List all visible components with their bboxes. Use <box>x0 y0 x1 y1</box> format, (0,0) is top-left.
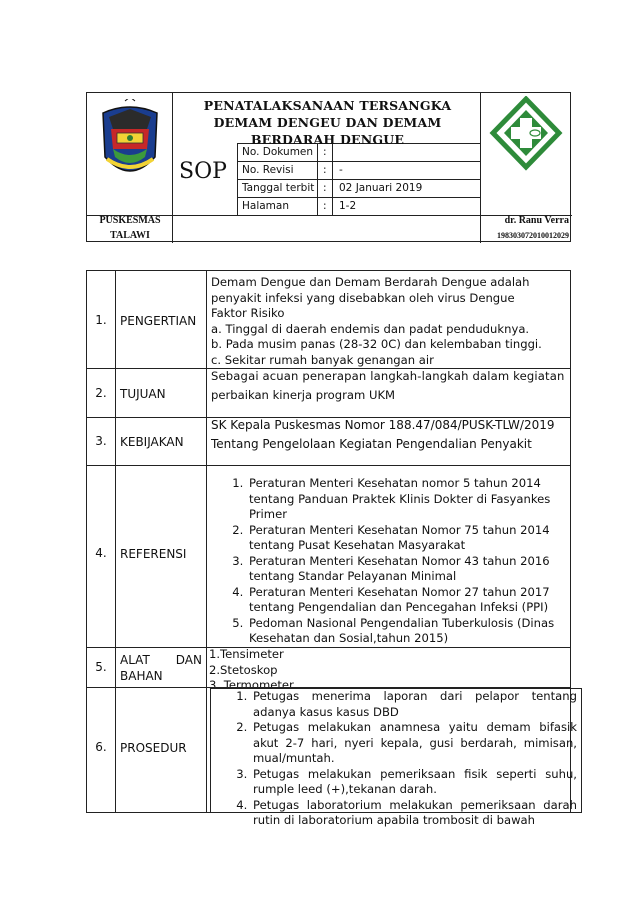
table-row <box>86 368 571 417</box>
meta-label: Tanggal terbit <box>242 182 315 194</box>
table-row <box>86 270 571 368</box>
puskesmas-label: PUSKESMAS <box>99 215 161 226</box>
list-item: 3. Petugas melakukan pemeriksaan fisik seperti suhu, rumple leed (+),tekanan darah. <box>251 767 577 798</box>
meta-label: No. Dokumen <box>242 146 314 158</box>
meta-value: 02 Januari 2019 <box>339 182 423 194</box>
row-number: 1. <box>95 313 107 327</box>
table-row <box>86 647 571 692</box>
regency-emblem-logo <box>95 99 165 191</box>
meta-colon: : <box>323 200 327 212</box>
row-label: PENGERTIAN <box>120 314 197 328</box>
row-label: ALAT DAN BAHAN <box>120 653 202 683</box>
list-item: 2. Peraturan Menteri Kesehatan Nomor 75 tahun 2014 tentang Pusat Kesehatan Masyarakat <box>247 523 566 554</box>
row-content: SK Kepala Puskesmas Nomor 188.47/084/PUSK-TLW/2019 Tentang Pengelolaan Kegiatan Pengendalian Penyakit <box>211 418 555 451</box>
row-label: TUJUAN <box>120 387 166 401</box>
sop-header-table <box>86 92 571 242</box>
list-item: 1. Petugas menerima laporan dari pelapor tentang adanya kasus kasus DBD <box>251 689 577 720</box>
puskesmas-name: TALAWI <box>110 230 150 241</box>
meta-colon: : <box>323 146 327 158</box>
row-label: REFERENSI <box>120 547 187 561</box>
row-number: 4. <box>95 546 107 560</box>
puskesmas-logo <box>487 96 565 171</box>
procedure-box <box>210 688 582 827</box>
head-officer-name: dr. Ranu Verra <box>504 215 569 226</box>
meta-value: 1-2 <box>339 200 357 212</box>
sop-label: SOP <box>179 159 227 184</box>
list-item: 1. Peraturan Menteri Kesehatan nomor 5 tahun 2014 tentang Panduan Praktek Klinis Dokter di Fasyankes Primer <box>247 476 566 523</box>
row-content <box>211 476 566 647</box>
table-row <box>86 417 571 465</box>
row-content: Demam Dengue dan Demam Berdarah Dengue adalah penyakit infeksi yang disebabkan oleh virus Dengue Faktor Risiko a. Tinggal di daerah endemis dan padat penduduknya. b. Pada musim panas (28-32 0C) dan kelembaban tinggi. c. Sekitar rumah banyak genangan air <box>211 275 542 367</box>
table-row <box>86 465 571 647</box>
sop-title: PENATALAKSANAAN TERSANGKA DEMAM DENGEU DAN DEMAM BERDARAH DENGUE <box>203 98 452 147</box>
reference-list <box>211 476 566 647</box>
list-item: 5. Pedoman Nasional Pengendalian Tuberkulosis (Dinas Kesehatan dan Sosial,tahun 2015) <box>247 616 566 647</box>
meta-value: - <box>339 164 343 176</box>
row-number: 3. <box>95 434 107 448</box>
head-officer-nip: 198303072010012029 <box>497 231 569 240</box>
table-bottom-border <box>86 812 571 813</box>
row-label: PROSEDUR <box>120 741 187 755</box>
list-item: 4. Petugas laboratorium melakukan pemeriksaan darah rutin di laboratorium apabila trombosit di bawah <box>251 798 577 829</box>
row-number: 2. <box>95 386 107 400</box>
meta-label: No. Revisi <box>242 164 294 176</box>
list-item: 4. Peraturan Menteri Kesehatan Nomor 27 tahun 2017 tentang Pengendalian dan Pencegahan Infeksi (PPI) <box>247 585 566 616</box>
row-content: 1.Tensimeter 2.Stetoskop 3. Termometer <box>209 647 294 692</box>
list-item: 2. Petugas melakukan anamnesa yaitu demam bifasik akut 2-7 hari, nyeri kepala, gusi berdarah, mimisan, mual/muntah. <box>251 720 577 767</box>
list-item: 3. Peraturan Menteri Kesehatan Nomor 43 tahun 2016 tentang Standar Pelayanan Minimal <box>247 554 566 585</box>
meta-label: Halaman <box>242 200 289 212</box>
row-content: Sebagai acuan penerapan langkah-langkah dalam kegiatan perbaikan kinerja program UKM <box>211 369 565 402</box>
procedure-list <box>211 689 581 829</box>
meta-colon: : <box>323 182 327 194</box>
row-number: 6. <box>95 740 107 754</box>
meta-colon: : <box>323 164 327 176</box>
row-label: KEBIJAKAN <box>120 435 184 449</box>
row-number: 5. <box>95 660 107 674</box>
